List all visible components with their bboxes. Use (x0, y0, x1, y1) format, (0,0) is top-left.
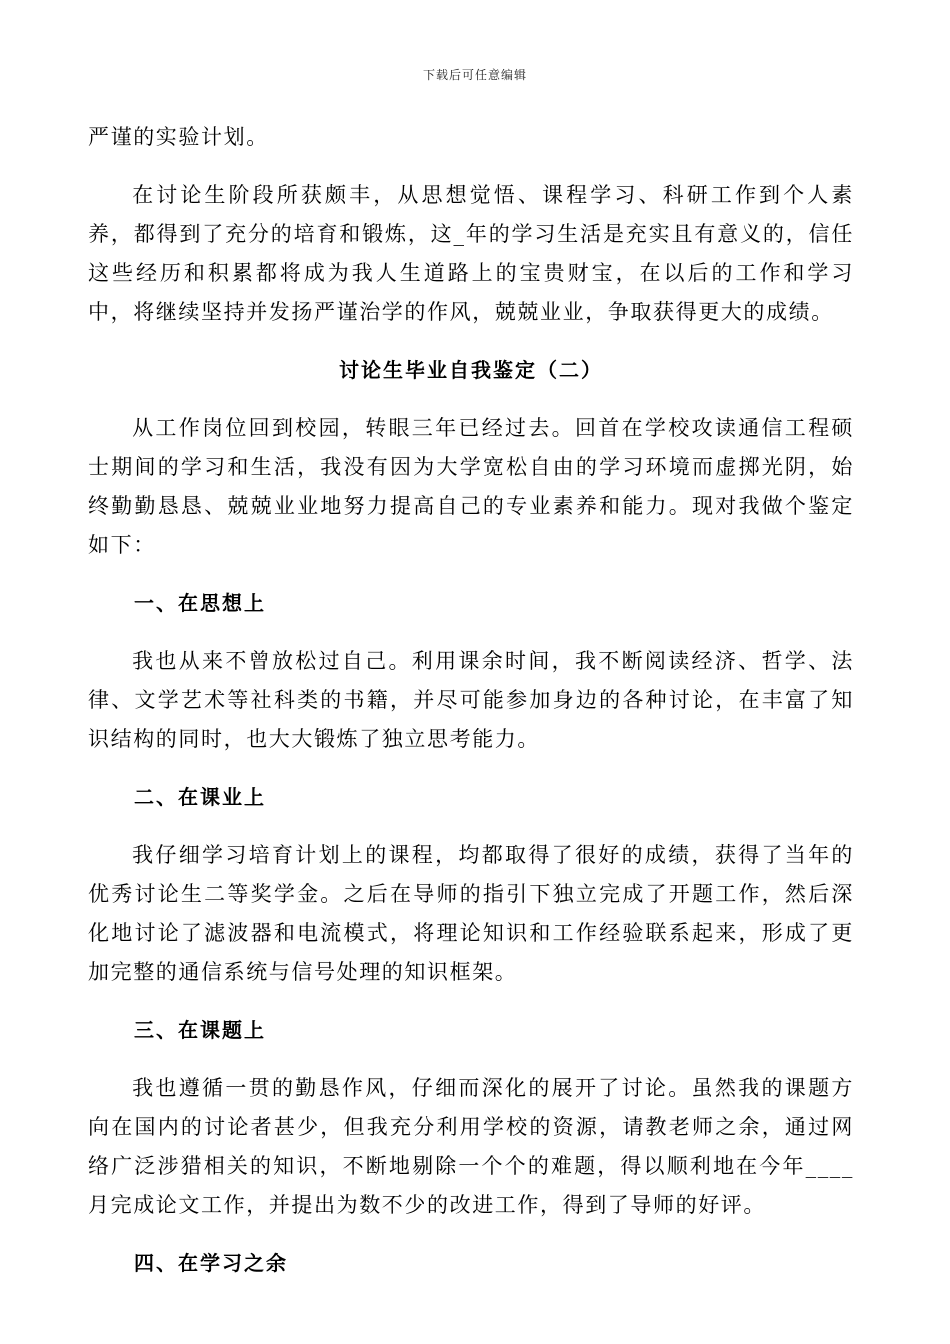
section-heading-extracurricular: 四、在学习之余 (134, 1251, 288, 1275)
paragraph-continuation: 严谨的实验计划。 (88, 125, 269, 149)
section-heading-coursework: 二、在课业上 (134, 785, 266, 809)
paragraph-thought: 我也从来不曾放松过自己。利用课余时间，我不断阅读经济、哲学、法律、文学艺术等社科类的书籍，并尽可能参加身边的各种讨论，在丰富了知识结构的同时，也大大锻炼了独立思考能力。 (88, 649, 854, 751)
document-title: 讨论生毕业自我鉴定（二） (339, 358, 603, 382)
paragraph-intro: 从工作岗位回到校园，转眼三年已经过去。回首在学校攻读通信工程硕士期间的学习和生活，我没有因为大学宽松自由的学习环境而虚掷光阴，始终勤勤恳恳、兢兢业业地努力提高自己的专业素养和能力。现对我做个鉴定如下： (88, 416, 854, 557)
paragraph-coursework: 我仔细学习培育计划上的课程，均都取得了很好的成绩，获得了当年的优秀讨论生二等奖学金。之后在导师的指引下独立完成了开题工作，然后深化地讨论了滤波器和电流模式，将理论知识和工作经验联系起来，形成了更加完整的通信系统与信号处理的知识框架。 (88, 843, 854, 984)
document-body (88, 118, 854, 1302)
section-heading-research: 三、在课题上 (134, 1018, 266, 1042)
header-note: 下载后可任意编辑 (422, 68, 527, 82)
section-heading-thought: 一、在思想上 (134, 591, 266, 615)
paragraph-summary: 在讨论生阶段所获颇丰，从思想觉悟、课程学习、科研工作到个人素养，都得到了充分的培育和锻炼，这_年的学习生活是充实且有意义的，信任这些经历和积累都将成为我人生道路上的宝贵财宝，在以后的工作和学习中，将继续坚持并发扬严谨治学的作风，兢兢业业，争取获得更大的成绩。 (88, 183, 854, 324)
paragraph-research: 我也遵循一贯的勤恳作风，仔细而深化的展开了讨论。虽然我的课题方向在国内的讨论者甚少，但我充分利用学校的资源，请教老师之余，通过网络广泛涉猎相关的知识，不断地剔除一个个的难题，得以顺利地在今年____月完成论文工作，并提出为数不少的改进工作，得到了导师的好评。 (88, 1076, 854, 1217)
